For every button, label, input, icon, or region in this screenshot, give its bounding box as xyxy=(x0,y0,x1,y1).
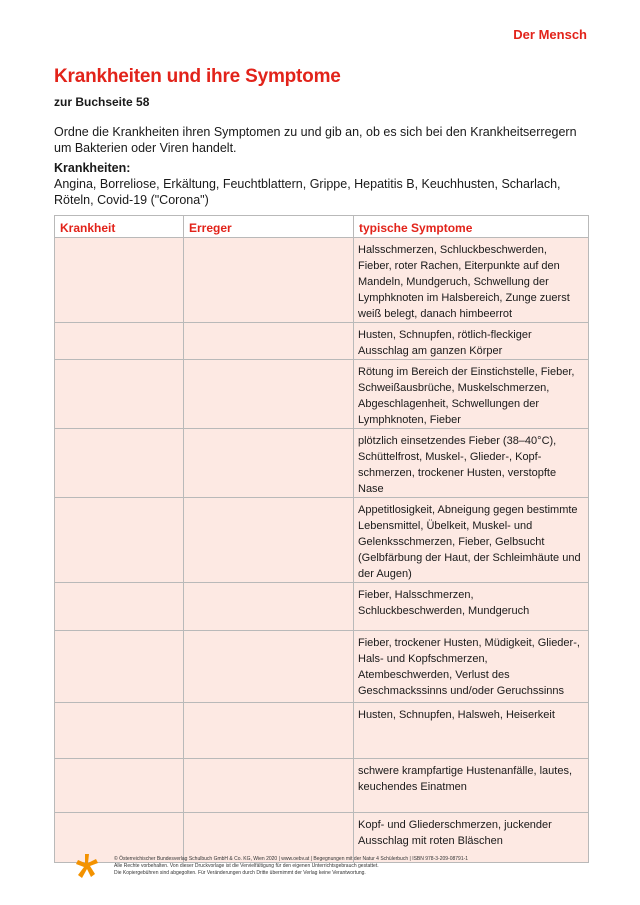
section-label: Der Mensch xyxy=(513,27,587,42)
pathogen-cell[interactable] xyxy=(184,813,354,863)
pathogen-cell[interactable] xyxy=(184,703,354,759)
symptoms-cell: Husten, Schnupfen, Halsweh, Heiserkeit xyxy=(354,703,589,759)
page-title: Krankheiten und ihre Symptome xyxy=(54,66,341,87)
table-row xyxy=(55,631,589,703)
table-row xyxy=(55,498,589,583)
pathogen-cell[interactable] xyxy=(184,759,354,813)
footer-line: Die Kopiergebühren sind abgegolten. Für Veränderungen durch Dritte übernimmt der Verlag keine Verantwortung. xyxy=(114,870,366,876)
disease-cell[interactable] xyxy=(55,703,184,759)
table-row xyxy=(55,238,589,323)
symptom-table xyxy=(54,215,589,863)
table-row xyxy=(55,429,589,498)
symptoms-cell: Fieber, Halsschmerzen, Schluckbeschwerden, Mundgeruch xyxy=(354,583,589,631)
instruction-text: Ordne die Krankheiten ihren Symptomen zu und gib an, ob es sich bei den Krankheitserregern um Bakterien oder Viren handelt. xyxy=(54,125,577,155)
disease-cell[interactable] xyxy=(55,583,184,631)
column-header-disease: Krankheit xyxy=(55,216,184,238)
disease-cell[interactable] xyxy=(55,429,184,498)
footer-line: © Österreichischer Bundesverlag Schulbuch GmbH & Co. KG, Wien 2020 | www.oebv.at | Begegnungen mit der Natur 4 Schülerbuch | ISBN 978-3-209-08791-1 xyxy=(114,856,469,862)
disease-cell[interactable] xyxy=(55,360,184,429)
publisher-logo-icon xyxy=(74,852,100,887)
diseases-list: Angina, Borreliose, Erkältung, Feuchtblattern, Grippe, Hepatitis B, Keuchhusten, Scharlach, Röteln, Covid-19 ("Corona") xyxy=(54,177,561,207)
diseases-heading: Krankheiten: xyxy=(54,161,131,175)
symptoms-cell: Halsschmerzen, Schluckbeschwerden, Fieber, roter Rachen, Eiterpunkte auf den Mandeln, Mundgeruch, Schwellung der Lymphknoten im Halsbereich, Zunge zuerst weiß belegt, danach himbeerrot xyxy=(354,238,589,323)
disease-cell[interactable] xyxy=(55,323,184,360)
pathogen-cell[interactable] xyxy=(184,631,354,703)
symptoms-cell: Appetitlosigkeit, Abneigung gegen bestimmte Lebensmittel, Übelkeit, Muskel- und Gelenksschmerzen, Fieber, Gelbsucht (Gelbfärbung der Haut, der Schleimhäute und der Augen) xyxy=(354,498,589,583)
page-subtitle: zur Buchseite 58 xyxy=(54,95,150,109)
pathogen-cell[interactable] xyxy=(184,429,354,498)
table-row xyxy=(55,583,589,631)
table-row xyxy=(55,323,589,360)
symptoms-cell: Kopf- und Gliederschmerzen, juckender Ausschlag mit roten Bläschen xyxy=(354,813,589,863)
disease-cell[interactable] xyxy=(55,238,184,323)
symptoms-cell: Husten, Schnupfen, rötlich-fleckiger Ausschlag am ganzen Körper xyxy=(354,323,589,360)
symptoms-cell: Rötung im Bereich der Einstichstelle, Fieber, Schweißausbrüche, Muskelschmerzen, Abgeschlagenheit, Schwellungen der Lymphknoten, Fieber xyxy=(354,360,589,429)
disease-cell[interactable] xyxy=(55,498,184,583)
symptoms-cell: Fieber, trockener Husten, Müdigkeit, Glieder-, Hals- und Kopfschmerzen, Atembeschwerden, Verlust des Geschmackssinns und/oder Geruchssinns xyxy=(354,631,589,703)
table-row xyxy=(55,703,589,759)
disease-cell[interactable] xyxy=(55,631,184,703)
pathogen-cell[interactable] xyxy=(184,583,354,631)
table-row xyxy=(55,813,589,863)
footer-copyright xyxy=(114,856,584,877)
table-row xyxy=(55,360,589,429)
disease-cell[interactable] xyxy=(55,759,184,813)
column-header-symptoms: typische Symptome xyxy=(354,216,589,238)
pathogen-cell[interactable] xyxy=(184,323,354,360)
symptoms-cell: plötzlich einsetzendes Fieber (38–40°C), Schüttelfrost, Muskel-, Glieder-, Kopf-schmerzen, trockener Husten, verstopfte Nase xyxy=(354,429,589,498)
pathogen-cell[interactable] xyxy=(184,498,354,583)
symptoms-cell: schwere krampfartige Hustenanfälle, lautes, keuchendes Einatmen xyxy=(354,759,589,813)
table-row xyxy=(55,759,589,813)
pathogen-cell[interactable] xyxy=(184,238,354,323)
footer-line: Alle Rechte vorbehalten. Von dieser Druckvorlage ist die Vervielfältigung für den eigenen Unterrichtsgebrauch gestattet. xyxy=(114,863,379,869)
column-header-pathogen: Erreger xyxy=(184,216,354,238)
pathogen-cell[interactable] xyxy=(184,360,354,429)
table-header-row xyxy=(55,216,589,238)
